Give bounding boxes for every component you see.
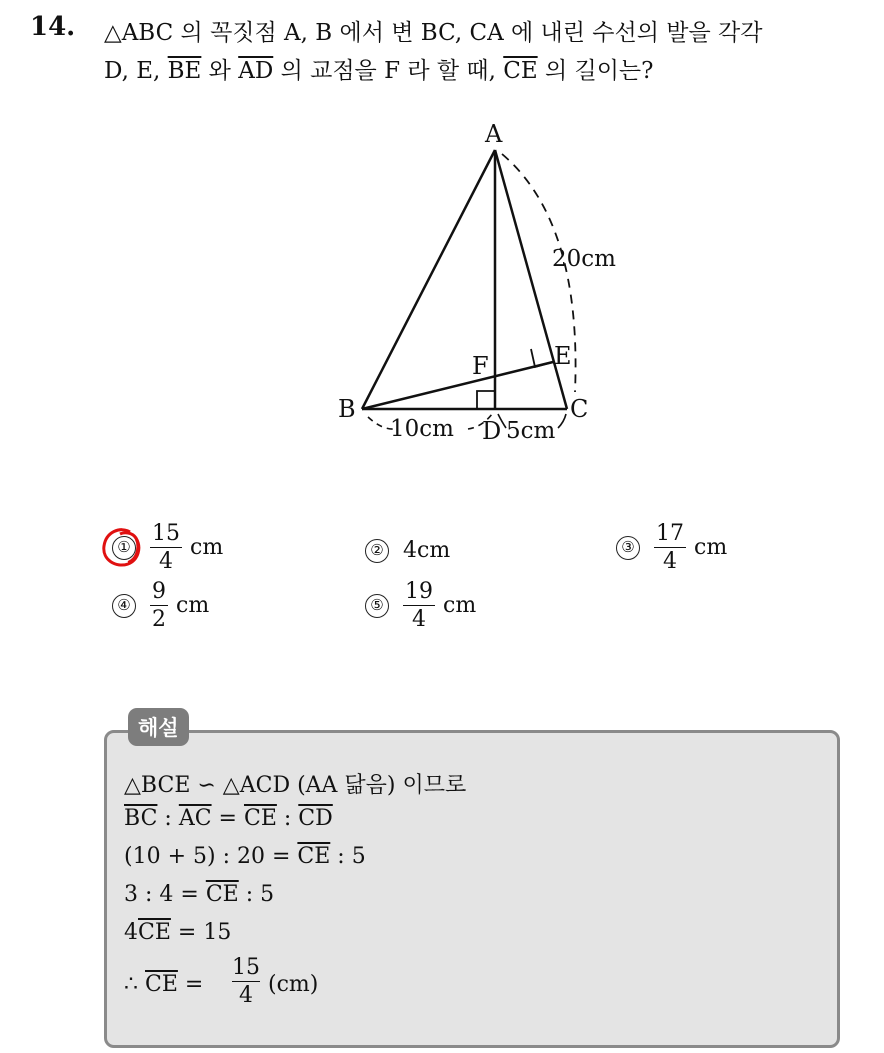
choice-unit: cm: [443, 593, 477, 619]
right-angle-d: [477, 391, 495, 409]
altitude-be: [362, 362, 553, 409]
choice-fraction: $\frac{19}{4}$: [405, 579, 433, 633]
right-angle-e: [531, 349, 553, 367]
question-number: 14.: [30, 12, 76, 42]
label-b: B: [338, 395, 356, 423]
length-bd: 10cm: [390, 416, 454, 442]
segment-ce: $\overline{CE}$: [503, 58, 538, 84]
solution-line-5: $4\overline{CE} = 15$: [124, 920, 232, 945]
solution-tag: 해설: [128, 708, 189, 746]
triangle-diagram: [320, 112, 640, 452]
choice-2[interactable]: [365, 538, 450, 563]
solution-line-3: (10 + 5) : $20 = \overline{CE}$ : 5: [124, 844, 366, 869]
label-d: D: [482, 417, 502, 445]
choice-number: ④: [112, 594, 136, 618]
choice-unit: cm: [190, 535, 224, 561]
choice-unit: cm: [694, 535, 728, 561]
length-dc: 5cm: [506, 418, 556, 444]
solution-line-4: 3 : $4 = \overline{CE}$ : 5: [124, 882, 275, 907]
choice-3[interactable]: [616, 522, 727, 573]
choice-number: ⑤: [365, 594, 389, 618]
choice-fraction: $\frac{17}{4}$: [656, 521, 684, 575]
choice-unit: cm: [176, 593, 210, 619]
question-text-line2: D, E, $\overline{BE}$ 와 $\overline{AD}$ 의 교점을 F 라 할 때, $\overline{CE}$ 의 길이는?: [104, 58, 654, 84]
solution-line-1: △BCE ∽ △ACD (AA 닮음) 이므로: [124, 773, 467, 798]
choice-number: ①: [112, 536, 136, 560]
choice-1[interactable]: [112, 522, 223, 573]
solution-unit: (cm): [268, 972, 319, 997]
dim-dc-right: [558, 414, 566, 428]
choice-fraction: $\frac{9}{2}$: [152, 579, 166, 633]
segment-be: $\overline{BE}$: [167, 58, 202, 84]
question-text-line1: △ABC 의 꼭짓점 A, B 에서 변 BC, CA 에 내린 수선의 발을 각각: [104, 20, 763, 46]
choice-4[interactable]: [112, 580, 209, 631]
label-f: F: [472, 352, 489, 380]
solution-line-6: ∴ $\overline{CE}$ =: [124, 972, 204, 997]
choice-5[interactable]: [365, 580, 476, 631]
choice-number: ②: [365, 539, 389, 563]
label-c: C: [570, 395, 589, 423]
segment-ad: $\overline{AD}$: [238, 58, 274, 84]
label-e: E: [554, 342, 572, 370]
choice-fraction: $\frac{15}{4}$: [152, 521, 180, 575]
choice-number: ③: [616, 536, 640, 560]
choice-text: 4cm: [403, 538, 451, 563]
length-ac: 20cm: [552, 246, 616, 272]
label-a: A: [485, 120, 503, 148]
side-ac: [495, 150, 567, 409]
solution-fraction: 15 4: [232, 955, 260, 1009]
solution-line-2: $\overline{BC}$ : $\overline{AC} = \overline{CE}$ : $\overline{CD}$: [124, 806, 333, 831]
